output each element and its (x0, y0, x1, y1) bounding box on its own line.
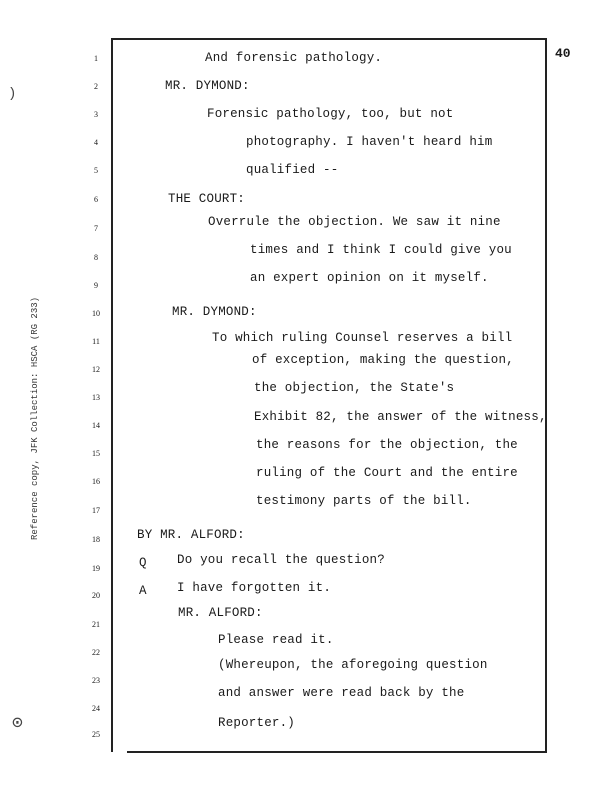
transcript-line: and answer were read back by the (218, 686, 465, 700)
line-number: 23 (92, 676, 100, 685)
transcript-line: Reporter.) (218, 716, 296, 730)
line-number: 24 (92, 704, 100, 713)
line-number: 4 (94, 138, 98, 147)
line-number: 18 (92, 535, 100, 544)
transcript-line: Forensic pathology, too, but not (207, 107, 454, 121)
line-number: 7 (94, 224, 98, 233)
line-number: 11 (92, 337, 100, 346)
transcript-line: times and I think I could give you (250, 243, 512, 257)
transcript-line: the objection, the State's (254, 381, 455, 395)
page-frame-bottom (127, 751, 547, 753)
transcript-line: To which ruling Counsel reserves a bill (212, 331, 513, 345)
transcript-line: THE COURT: (168, 192, 246, 206)
line-number: 5 (94, 166, 98, 175)
line-number: 19 (92, 564, 100, 573)
transcript-line: Please read it. (218, 633, 334, 647)
transcript-line: MR. ALFORD: (178, 606, 263, 620)
transcript-line: an expert opinion on it myself. (250, 271, 489, 285)
transcript-line: Do you recall the question? (177, 553, 385, 567)
answer-marker: A (139, 584, 147, 598)
line-number: 22 (92, 648, 100, 657)
page-frame-top (111, 38, 546, 40)
transcript-line: of exception, making the question, (252, 353, 514, 367)
page-frame-right (545, 38, 547, 752)
margin-mark: ) (8, 86, 17, 102)
line-number: 9 (94, 281, 98, 290)
line-number: 10 (92, 309, 100, 318)
transcript-line: BY MR. ALFORD: (137, 528, 245, 542)
line-number: 2 (94, 82, 98, 91)
line-number: 12 (92, 365, 100, 374)
transcript-line: qualified -- (246, 163, 339, 177)
line-number: 3 (94, 110, 98, 119)
transcript-line: Exhibit 82, the answer of the witness, (254, 410, 547, 424)
line-number: 25 (92, 730, 100, 739)
transcript-line: And forensic pathology. (205, 51, 383, 65)
line-number: 17 (92, 506, 100, 515)
page-number: 40 (555, 46, 571, 61)
line-number: 15 (92, 449, 100, 458)
line-number: 8 (94, 253, 98, 262)
transcript-line: MR. DYMOND: (165, 79, 250, 93)
page-frame-left (111, 38, 113, 752)
transcript-line: (Whereupon, the aforegoing question (218, 658, 488, 672)
transcript-line: MR. DYMOND: (172, 305, 257, 319)
line-number: 21 (92, 620, 100, 629)
line-number: 16 (92, 477, 100, 486)
line-number: 14 (92, 421, 100, 430)
transcript-line: ruling of the Court and the entire (256, 466, 518, 480)
line-number: 1 (94, 54, 98, 63)
transcript-line: the reasons for the objection, the (256, 438, 518, 452)
question-marker: Q (139, 556, 147, 570)
transcript-line: photography. I haven't heard him (246, 135, 493, 149)
transcript-line: Overrule the objection. We saw it nine (208, 215, 501, 229)
archive-side-note: Reference copy, JFK Collection: HSCA (RG 233) (30, 296, 40, 540)
binder-hole-mark: ⊙ (12, 714, 23, 734)
transcript-line: testimony parts of the bill. (256, 494, 472, 508)
line-number: 6 (94, 195, 98, 204)
line-number: 13 (92, 393, 100, 402)
line-number: 20 (92, 591, 100, 600)
transcript-line: I have forgotten it. (177, 581, 332, 595)
